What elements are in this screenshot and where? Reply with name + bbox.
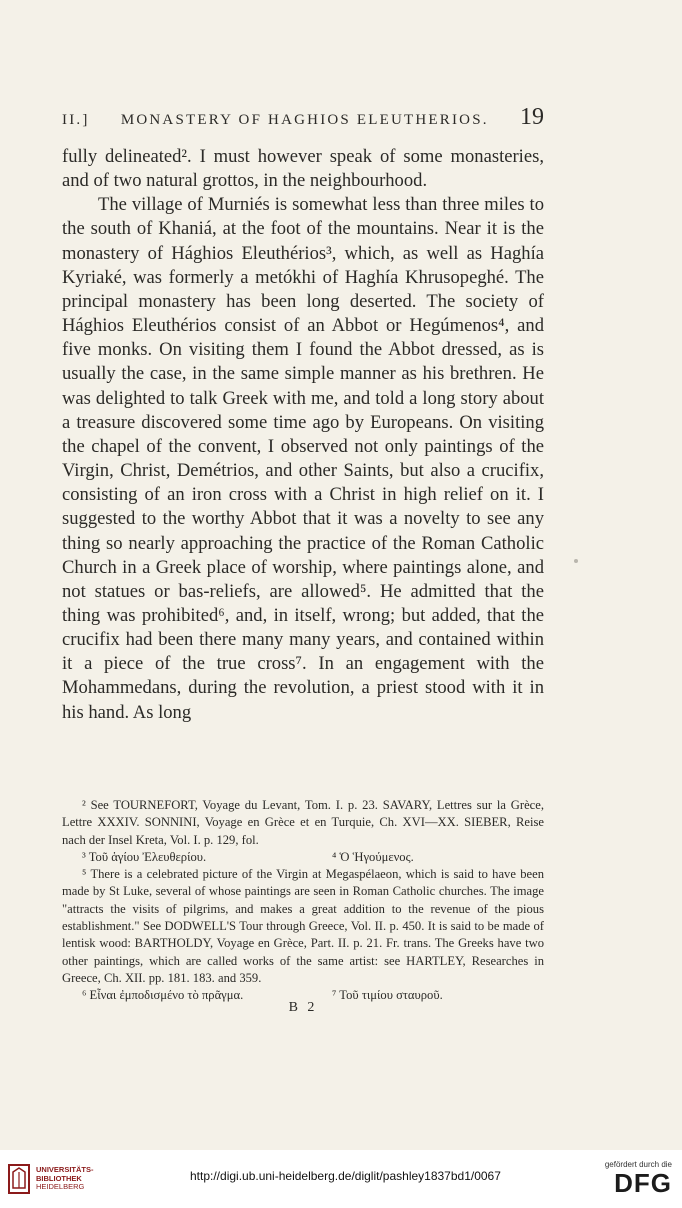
paragraph-1: fully delineated². I must however speak of some monasteries, and of two natural grottos, in the neighbourhood. — [62, 146, 544, 192]
footnote-6: ⁶ Εἶναι ἐμποδισμένο τὸ πρᾶγμα. — [82, 988, 244, 1003]
footnote-5: ⁵ There is a celebrated picture of the Virgin at Megaspélaeon, which is said to have been made by St Luke, several of whose paintings are seen in Roman Catholic churches. The image "attracts the visits of pilgrims, and makes a great addition to the revenue of the pious establishment." See DODWELL'S Tour through Greece, Vol. II. p. 450. It is said to be made of lentisk wood: BARTHOLDY, Voyage en Grèce, Part. II. p. 21. Fr. trans. The Greeks have two other paintings, which are called works of the same artist: see HARTLEY, Researches in Greece, Ch. XII. pp. 181. 183. and 359. — [62, 867, 544, 985]
paragraph-2: The village of Murniés is somewhat less than three miles to the south of Khaniá, at the foot of the mountains. Near it is the monastery of Hághios Eleuthérios³, which, as well as Haghía Kyriaké, was formerly a metókhi of Haghía Khrusopeghé. The principal monastery has been long deserted. The society of Hághios Eleuthérios consist of an Abbot or Hegúmenos⁴, and five monks. On visiting them I found the Abbot dressed, as is usually the case, in the same simple manner as his brethren. He was delighted to talk Greek with me, and told a long story about a treasure discovered some time ago by Europeans. On visiting the chapel of the convent, I observed not only paintings of the Virgin, Christ, Demétrios, and other Saints, but also a crucifix, consisting of an iron cross with a Christ in high relief on it. I suggested to the worthy Abbot that it was a novelty to see any thing so nearly approaching the practice of the Roman Catholic Church in a Greek place of worship, where paintings alone, and not statues or bas-reliefs, are allowed⁵. He admitted that the thing was prohibited⁶, and, in itself, wrong; but added, that the crucifix had been there many many years, and contained within it a piece of the true cross⁷. In an engagement with the Mohammedans, during the revolution, a priest stood with it in his hand. As long — [62, 194, 544, 723]
dfg-wordmark: DFG — [614, 1168, 672, 1198]
library-seal-icon — [8, 1164, 30, 1194]
footnote-3: ³ Τοῦ ἁγίου Ἐλευθερίου. — [82, 849, 207, 864]
funding-caption: gefördert durch die — [604, 1160, 672, 1169]
signature-mark: B 2 — [288, 1000, 318, 1015]
library-line-3: HEIDELBERG — [36, 1182, 85, 1192]
footnote-row-3-4 — [62, 849, 544, 866]
viewer-footer — [0, 1150, 682, 1208]
main-text — [62, 145, 544, 725]
library-line-1: UNIVERSITÄTS- — [36, 1165, 94, 1175]
footnote-7: ⁷ Τοῦ τιμίου σταυροῦ. — [332, 988, 443, 1003]
footnote-4: ⁴ Ὁ Ἡγούμενος. — [332, 849, 414, 864]
footnotes — [62, 797, 544, 1005]
dfg-logo[interactable] — [605, 1160, 672, 1197]
running-title: MONASTERY OF HAGHIOS ELEUTHERIOS. — [120, 112, 489, 128]
running-header — [62, 104, 544, 131]
page-number: 19 — [520, 104, 544, 130]
library-logo[interactable] — [8, 1164, 94, 1194]
library-name — [36, 1166, 94, 1192]
library-line-2: BIBLIOTHEK — [36, 1173, 82, 1183]
footnote-2: ² See TOURNEFORT, Voyage du Levant, Tom. I. p. 23. SAVARY, Lettres sur la Grèce, Lettre XXXIV. SONNINI, Voyage en Grèce et en Turquie, Ch. XVI—XX. SIEBER, Reise nach der Insel Kreta, Vol. I. p. 129, fol. — [62, 798, 544, 847]
permalink-url[interactable]: http://digi.ub.uni-heidelberg.de/diglit/pashley1837bd1/0067 — [190, 1169, 501, 1183]
section-marker: II.] — [62, 112, 90, 128]
page-spot — [574, 559, 578, 563]
